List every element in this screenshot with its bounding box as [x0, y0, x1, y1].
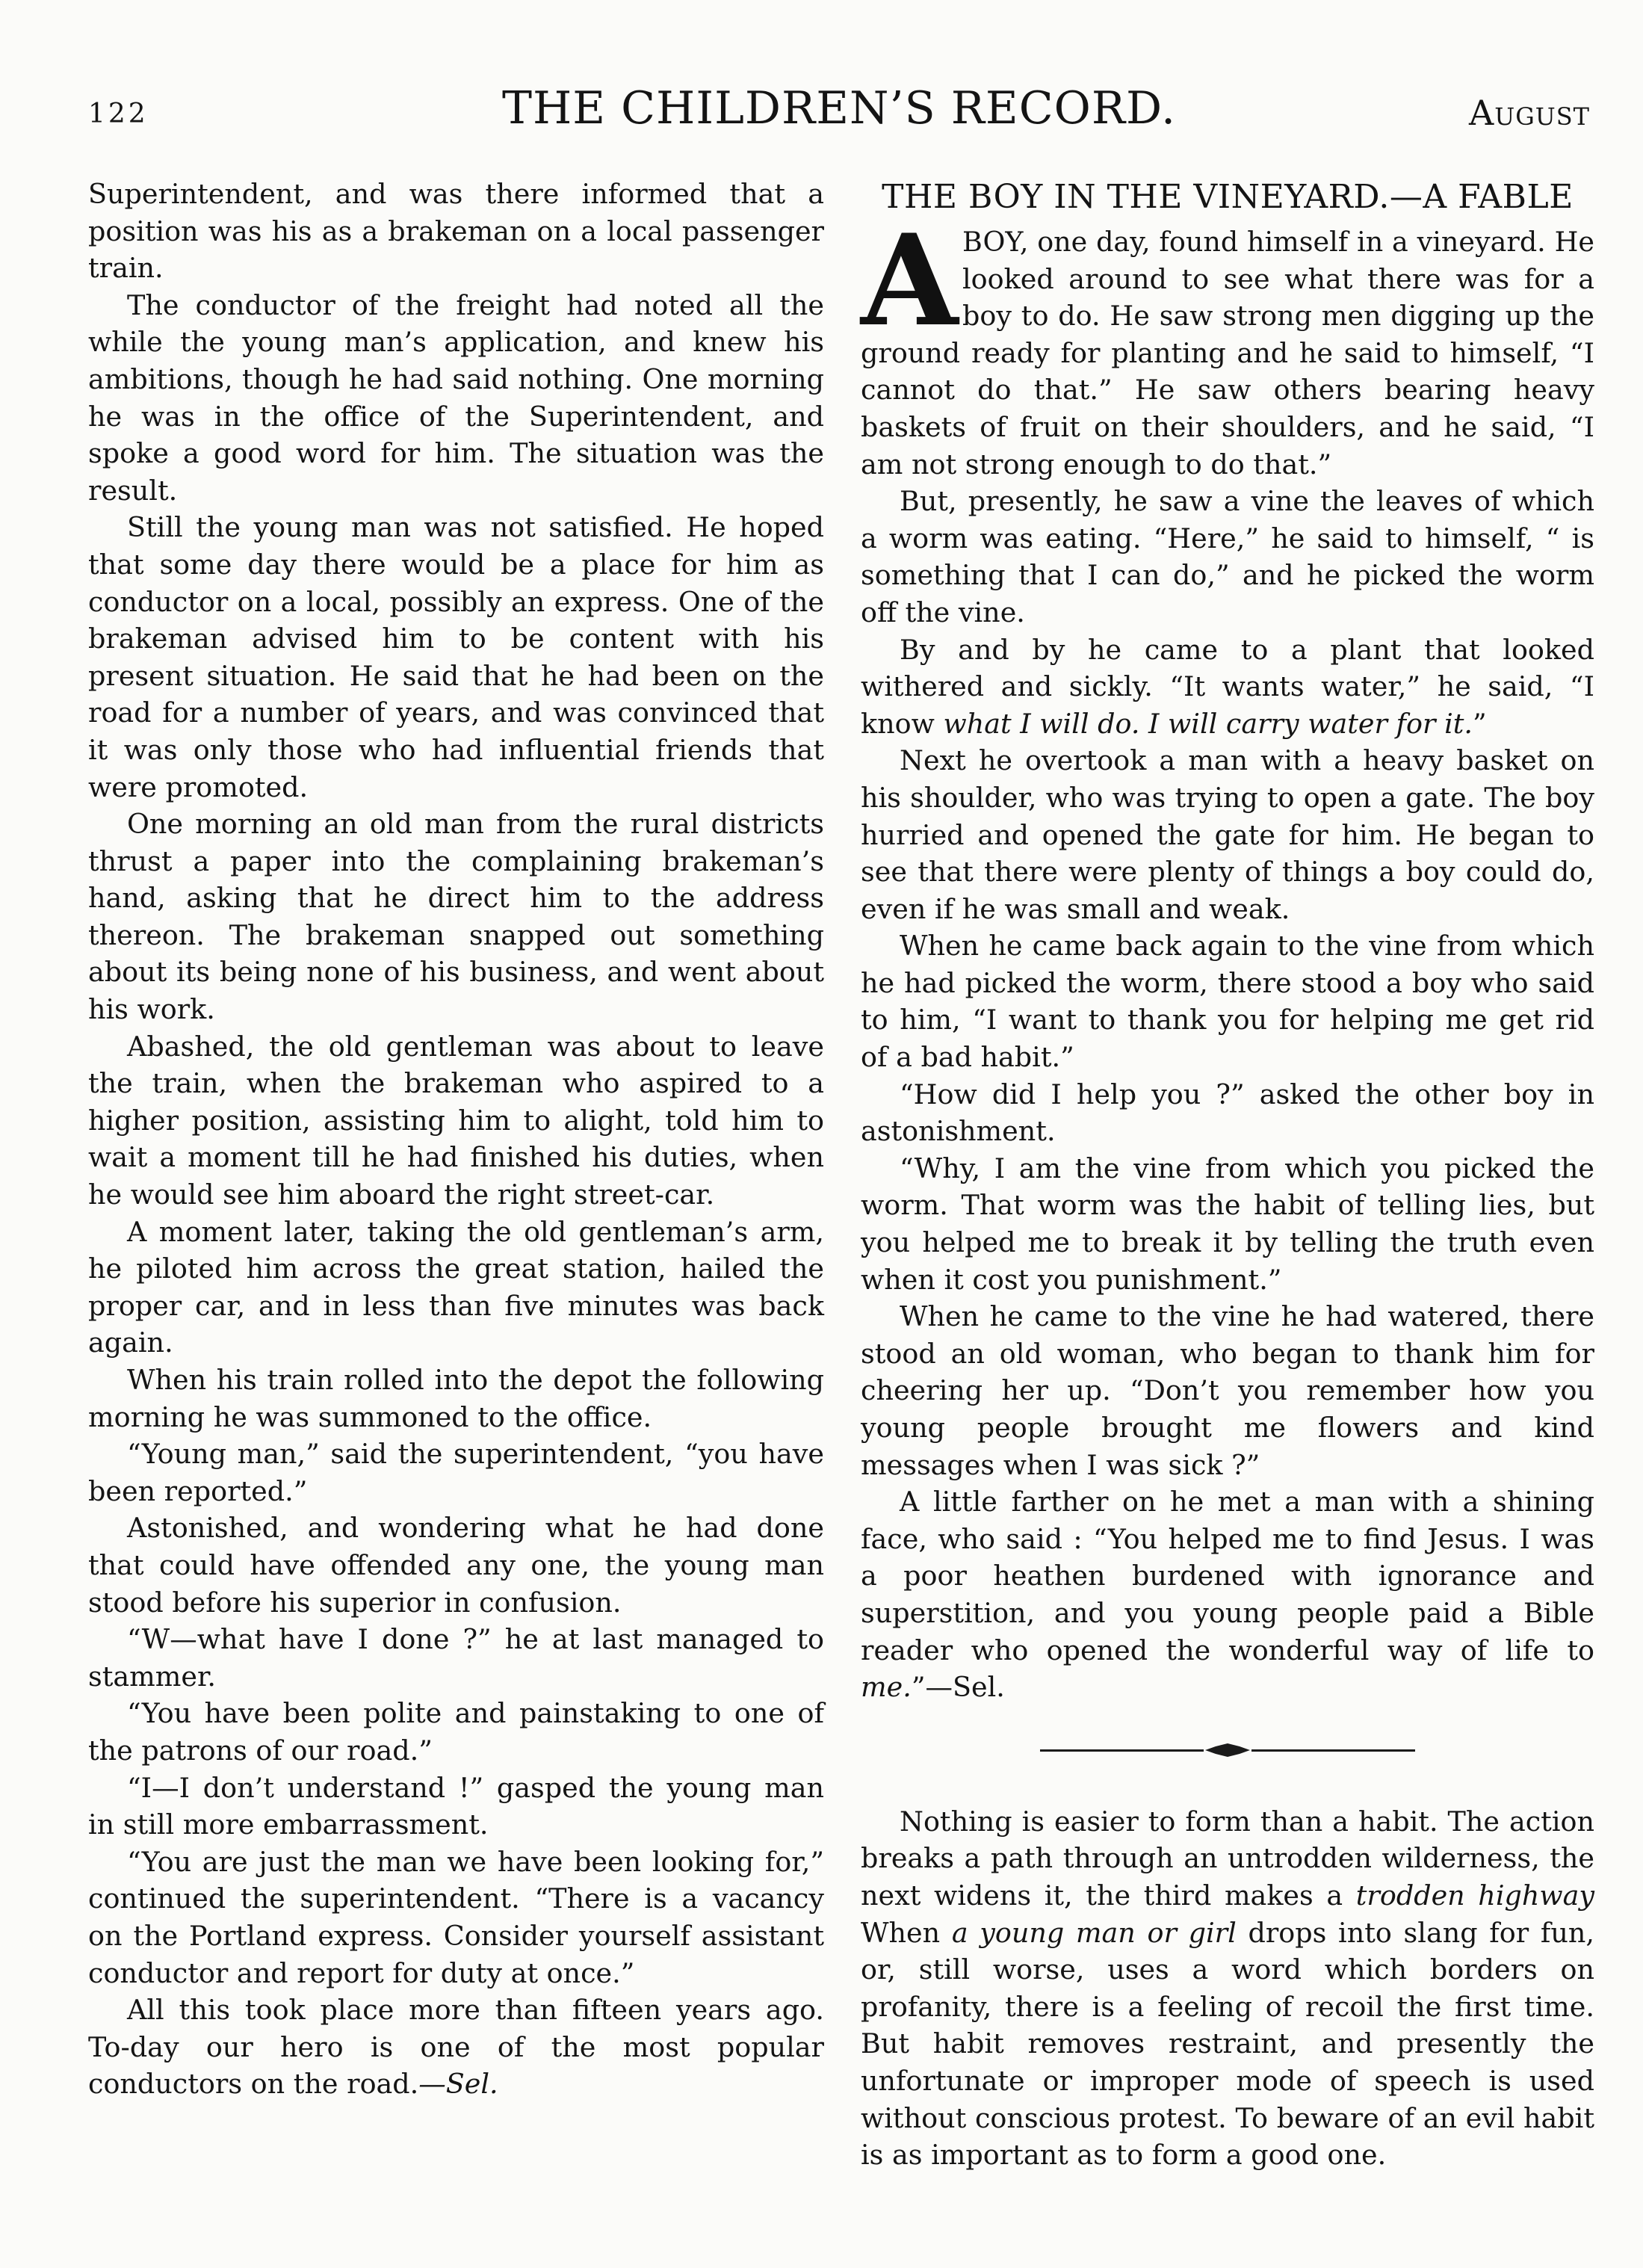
italic-text: me.	[861, 1671, 912, 1704]
running-head	[88, 82, 1590, 135]
paragraph: “You are just the man we have been looking for,” continued the superintendent. “There is a vacancy on the Portland express. Consider yourself assistant conductor and report for duty at once.”	[88, 1845, 824, 1989]
drop-cap: A	[861, 206, 959, 354]
paragraph: “Why, I am the vine from which you picked the worm. That worm was the habit of telling lies, but you helped me to break it by telling the truth even when it cost you punishment.”	[861, 1152, 1594, 1296]
paragraph-text: A little farther on he met a man with a shining face, who said : “You helped me to find Jesus. I was a poor heathen burdened with ignorance and superstition, and you young people paid a Bible reader who opened the wonderful way of life to	[861, 1486, 1594, 1666]
paragraph: “Young man,” said the superintendent, “you have been reported.”	[88, 1438, 824, 1507]
paragraph: When he came back again to the vine from which he had picked the worm, there stood a boy who said to him, “I want to thank you for helping me get rid of a bad habit.”	[861, 930, 1594, 1074]
right-column	[861, 176, 1594, 2174]
paragraph-text: ”	[1473, 707, 1487, 740]
italic-text: a young man or girl	[951, 1916, 1237, 1949]
paragraph: One morning an old man from the rural districts thrust a paper into the complaining brakeman’s hand, asking that he direct him to the address thereon. The brakeman snapped out something about its being none of his business, and went about his work.	[88, 808, 824, 1026]
paragraph: When his train rolled into the depot the following morning he was summoned to the office.	[88, 1364, 824, 1433]
paragraph: Still the young man was not satisfied. He hoped that some day there would be a place for him as conductor on a local, possibly an express. One of the brakeman advised him to be content with his present situation. He said that he had been on the road for a number of years, and was convinced that it was only those who had influential friends that were promoted.	[88, 511, 824, 803]
italic-text: what I will do. I will carry water for it.	[943, 707, 1473, 740]
paragraph	[861, 1483, 1594, 1706]
closing-paragraph	[88, 1992, 824, 2103]
story-opening	[861, 206, 1594, 483]
paragraph: The conductor of the freight had noted all the while the young man’s application, and knew his ambitions, though he had said nothing. One morning he was in the office of the Superintendent, and spoke a good word for him. The situation was the result.	[88, 288, 824, 507]
ornament-icon	[1204, 1740, 1251, 1761]
paragraph-text: Nothing is easier to form than a habit. The action breaks a path through an untrodden wilderness, the next widens it, the third makes a	[861, 1805, 1594, 1912]
ornamental-divider	[861, 1728, 1594, 1773]
paragraph: Superintendent, and was there informed that a position was his as a brakeman on a local passenger train.	[88, 178, 824, 285]
story-title: THE BOY IN THE VINEYARD.—A FABLE	[882, 178, 1574, 216]
habit-paragraph	[861, 1803, 1594, 2174]
paragraph: A moment later, taking the old gentleman’s arm, he piloted him across the great station, hailed the proper car, and in less than five minutes was back again.	[88, 1215, 824, 1359]
paragraph: Abashed, the old gentleman was about to leave the train, when the brakeman who aspired to a higher position, assisting him to alight, told him to wait a moment till he had finished his duties, when he would see him aboard the right street-car.	[88, 1030, 824, 1211]
publication-title: THE CHILDREN’S RECORD.	[501, 82, 1177, 135]
paragraph: “You have been polite and painstaking to one of the patrons of our road.”	[88, 1697, 824, 1767]
paragraph: But, presently, he saw a vine the leaves of which a worm was eating. “Here,” he said to himself, “ is something that I can do,” and he picked the worm off the vine.	[861, 485, 1594, 628]
paragraph-text: By and by he came to a plant that looked withered and sickly. “It wants water,” he said, “I know	[861, 633, 1594, 740]
paragraph: Astonished, and wondering what he had done that could have offended any one, the young man stood before his superior in confusion.	[88, 1512, 824, 1619]
paragraph: “W—what have I done ?” he at last managed to stammer.	[88, 1623, 824, 1693]
paragraph: “I—I don’t understand !” gasped the young man in still more embarrassment.	[88, 1771, 824, 1841]
italic-text: trodden highway	[1355, 1879, 1594, 1912]
paragraph-text: drops into slang for fun, or, still worse, uses a word which borders on profanity, there is a feeling of recoil the first time. But habit removes restraint, and presently the unfortunate or improper mode of speech is used without conscious protest. To beware of an evil habit is as important as to form a good one.	[861, 1916, 1595, 2172]
paragraph-text: When	[861, 1916, 952, 1949]
left-column	[88, 176, 824, 2103]
opening-paragraph: BOY, one day, found himself in a vineyard. He looked around to see what there was for a boy to do. He saw strong men digging up the ground ready for planting and he said to himself, “I cannot do that.” He saw others bearing heavy baskets of fruit on their shoulders, and he said, “I am not strong enough to do that.”	[861, 226, 1594, 481]
paragraph: Next he overtook a man with a heavy basket on his shoulder, who was trying to open a gate. The boy hurried and opened the gate for him. He began to see that there were plenty of things a boy could do, even if he was small and weak.	[861, 744, 1594, 925]
paragraph: When he came to the vine he had watered, there stood an old woman, who began to thank him for cheering her up. “Don’t you remember how you young people brought me flowers and kind messages when I was sick ?”	[861, 1300, 1594, 1481]
issue-month: August	[1469, 93, 1590, 133]
paragraph-text: All this took place more than fifteen years ago. To-day our hero is one of the most popular conductors on the road.	[88, 1994, 824, 2101]
page-number: 122	[88, 99, 149, 129]
paragraph-text: ”—Sel.	[911, 1671, 1005, 1704]
signature: —Sel.	[418, 2068, 498, 2101]
paragraph	[861, 631, 1594, 743]
paragraph: “How did I help you ?” asked the other boy in astonishment.	[861, 1078, 1594, 1148]
